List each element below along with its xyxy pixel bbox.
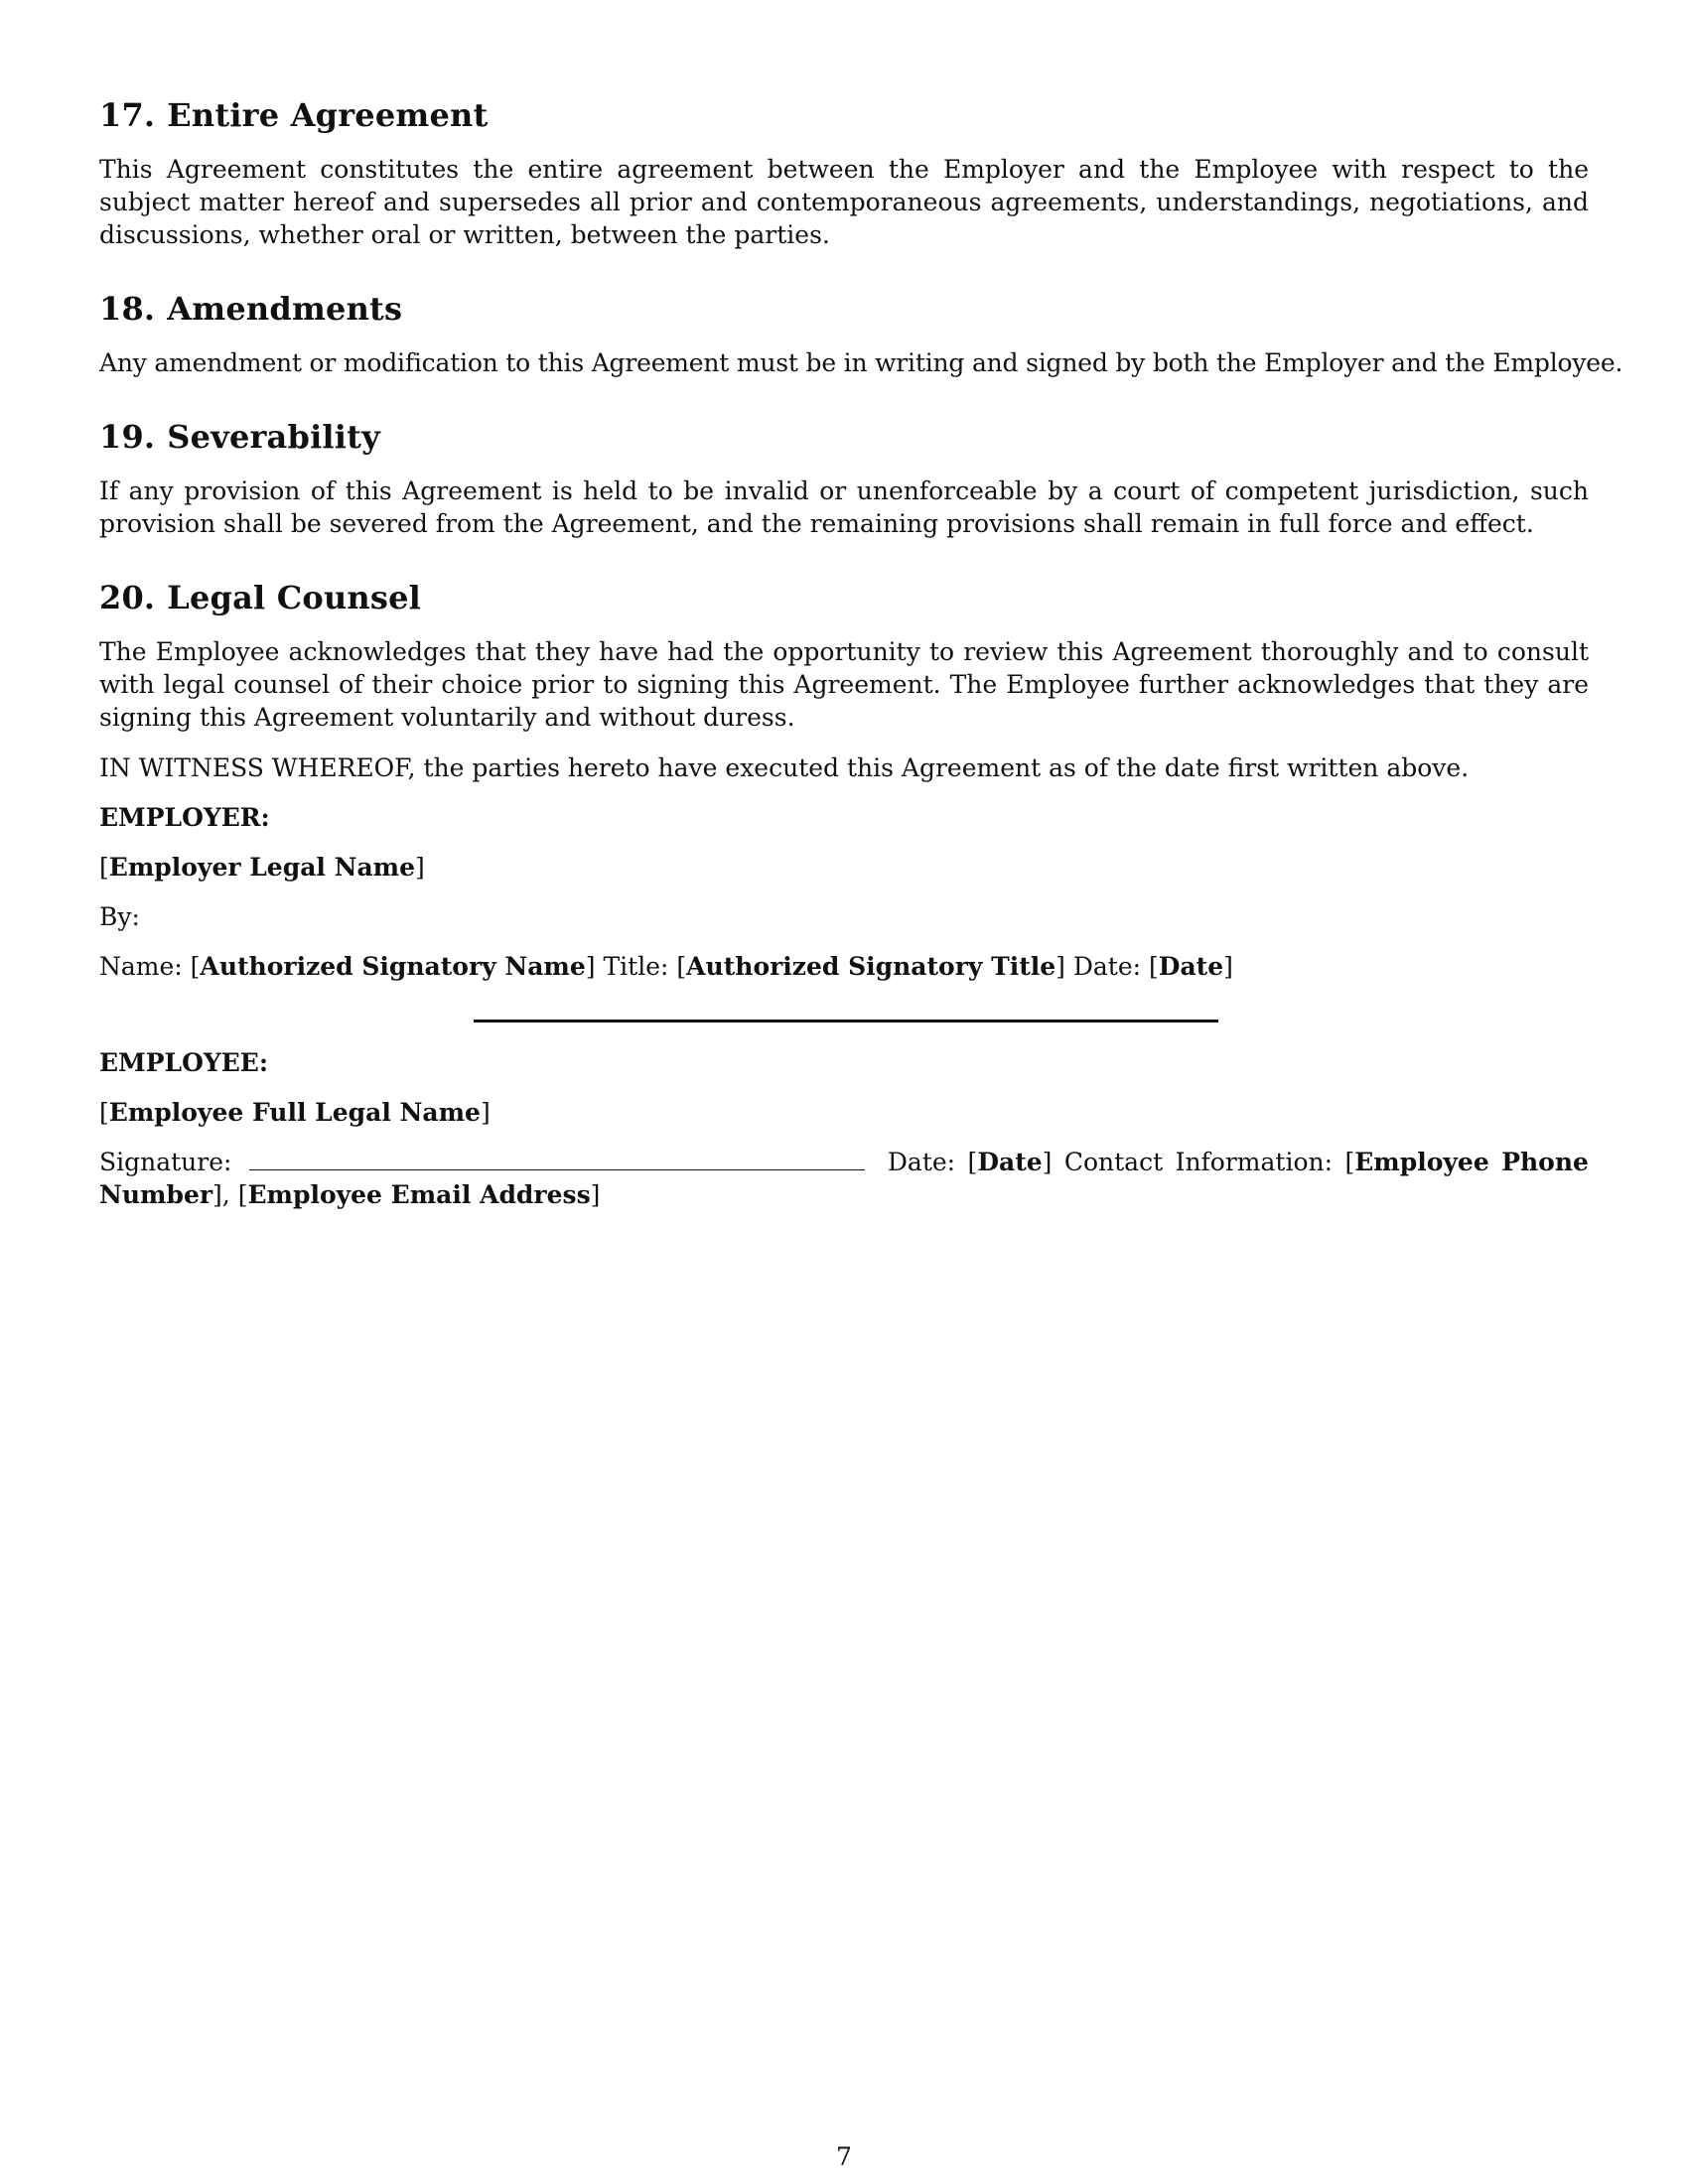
information-label: Information: [1175, 1148, 1334, 1176]
section-title: Amendments [167, 290, 403, 328]
paragraph: Any amendment or modification to this Agreement must be in writing and signed by both the Employer and the Employee. [99, 348, 1623, 377]
employer-date-placeholder: Date [1158, 952, 1224, 981]
paragraph: If any provision of this Agreement is held to be invalid or unenforceable by a court of competent jurisdiction, such provision shall be severed from the Agreement, and the remaining provisions shall remain in full force and effect. [99, 477, 1589, 538]
section-20 [99, 579, 1589, 616]
by-label: By: [99, 902, 140, 931]
employee-legal-name: [Employee Full Legal Name] [99, 1098, 491, 1127]
witness-clause [99, 751, 1589, 784]
section-18 [99, 290, 1589, 328]
page-number: 7 [836, 2142, 852, 2171]
signature-rule [474, 1020, 1218, 1023]
section-number: 19. [99, 418, 156, 456]
section-number: 20. [99, 579, 156, 616]
employee-date-placeholder: Date [977, 1148, 1043, 1176]
signatory-title-placeholder: Authorized Signatory Title [686, 952, 1056, 981]
section-17 [99, 96, 1589, 134]
phone-placeholder-part: Number [99, 1180, 213, 1209]
section-heading [99, 579, 1589, 616]
section-heading [99, 96, 1589, 134]
employee-label: EMPLOYEE: [99, 1048, 269, 1077]
employer-label: EMPLOYER: [99, 803, 270, 832]
section-number: 18. [99, 290, 156, 328]
section-title: Severability [167, 418, 380, 456]
employer-heading [99, 801, 1589, 834]
section-number: 17. [99, 96, 156, 134]
section-title: Legal Counsel [167, 579, 422, 616]
signatory-name-placeholder: Authorized Signatory Name [200, 952, 586, 981]
section-18-body [99, 346, 1623, 379]
paragraph: IN WITNESS WHEREOF, the parties hereto have executed this Agreement as of the date first written above. [99, 753, 1470, 782]
paragraph: This Agreement constitutes the entire agreement between the Employer and the Employee with respect to the subject matter hereof and supersedes all prior and contemporaneous agreements, understandings, negotiations, and discussions, whether oral or written, between the parties. [99, 155, 1589, 249]
signature-label: Signature: [99, 1148, 232, 1176]
email-placeholder: Employee Email Address [247, 1180, 591, 1209]
employer-signatory-line: Name: [Authorized Signatory Name] Title: [Authorized Signatory Title] Date: [Date] [99, 952, 1233, 981]
date-label: Date: [1072, 952, 1142, 981]
employer-legal-name: [Employer Legal Name] [99, 853, 425, 882]
name-label: Name: [99, 952, 183, 981]
employer-legal-name-placeholder: Employer Legal Name [108, 853, 416, 882]
employee-heading [99, 1046, 1589, 1079]
section-17-body [99, 153, 1589, 251]
paragraph: The Employee acknowledges that they have had the opportunity to review this Agreement thoroughly and to consult with legal counsel of their choice prior to signing this Agreement. The Employee further acknowledges that they are signing this Agreement voluntarily and without duress. [99, 637, 1589, 732]
contact-label: Contact [1063, 1148, 1164, 1176]
employee-legal-name-placeholder: Employee Full Legal Name [108, 1098, 481, 1127]
phone-placeholder-part: Employee [1354, 1148, 1489, 1176]
signature-field[interactable] [249, 1148, 865, 1170]
section-19 [99, 418, 1589, 456]
date-label: Date: [887, 1148, 956, 1176]
section-19-body [99, 475, 1589, 540]
employee-signature-line: Signature: Date: [Date] Contact Information: [Employee Phone Number], [Employee Email Address] [99, 1148, 1589, 1209]
section-heading [99, 290, 1589, 328]
section-title: Entire Agreement [167, 96, 489, 134]
phone-placeholder-part: Phone [1501, 1148, 1589, 1176]
section-20-body [99, 635, 1589, 734]
title-label: Title: [603, 952, 669, 981]
section-heading [99, 418, 1589, 456]
employer-by [99, 900, 1589, 933]
